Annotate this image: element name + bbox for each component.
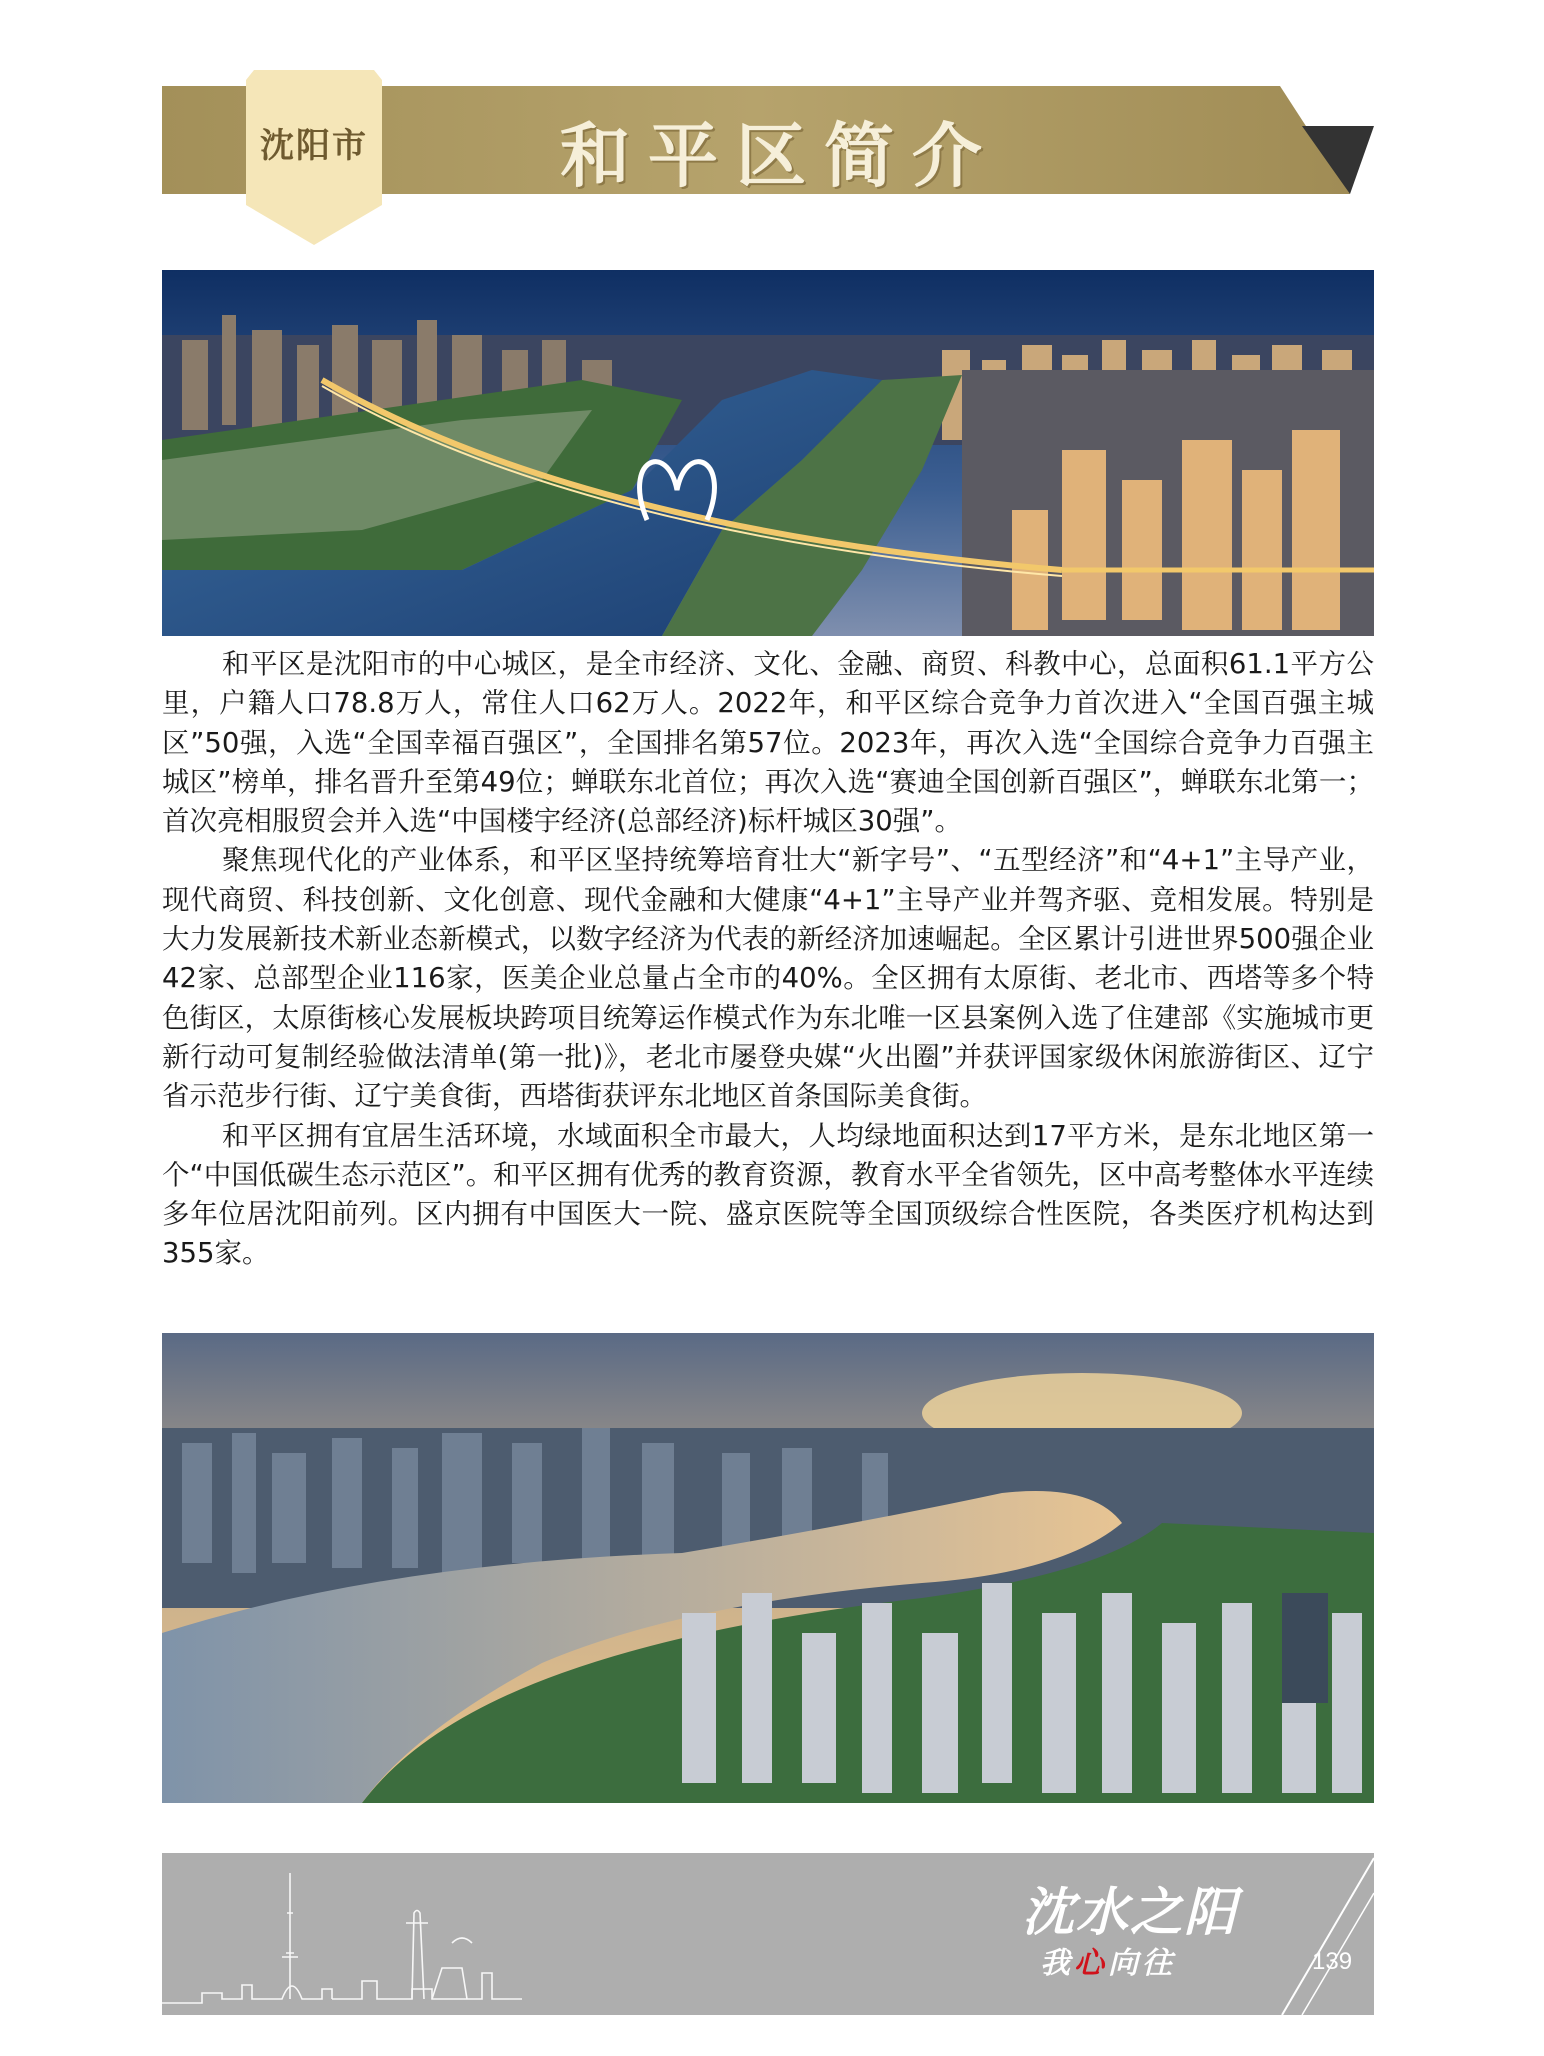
paragraph-livability: 和平区拥有宜居生活环境，水域面积全市最大，人均绿地面积达到17平方米，是东北地区第一个“中国低碳生态示范区”。和平区拥有优秀的教育资源，教育水平全省领先，区中高考整体水平连续多年位居沈阳前列。区内拥有中国医大一院、盛京医院等全国顶级综合性医院，各类医疗机构达到355家。 (162, 1119, 1374, 1270)
paragraph-industry: 聚焦现代化的产业体系，和平区坚持统筹培育壮大“新字号”、“五型经济”和“4+1”主导产业，现代商贸、科技创新、文化创意、现代金融和大健康“4+1”主导产业并驾齐驱、竞相发展。特别是大力发展新技术新业态新模式，以数字经济为代表的新经济加速崛起。全区累计引进世界500强企业42家、总部型企业116家，医美企业总量占全市的40%。全区拥有太原街、老北市、西塔等多个特色街区，太原街核心发展板块跨项目统筹运作模式作为东北唯一区县案例入选了住建部《实施城市更新行动可复制经验做法清单(第一批)》，老北市屡登央媒“火出圈”并获评国家级休闲旅游街区、辽宁省示范步行街、辽宁美食街，西塔街获评东北地区首条国际美食街。 (162, 844, 1374, 1113)
city-tag-label: 沈阳市 (260, 126, 368, 166)
article-body (162, 645, 1374, 1274)
night-river-bridge-photo (162, 270, 1374, 636)
page-number: 139 (1312, 1948, 1353, 1975)
sunset-aerial-city-photo (162, 1333, 1374, 1803)
page-title: 和平区简介 (560, 114, 1000, 197)
footer-slogan-main: 沈水之阳 (1022, 1882, 1239, 1943)
footer-slogan-sub (1040, 1938, 1176, 1982)
slogan-word-i: 我 (1040, 1946, 1074, 1981)
heart-icon: 心 (1074, 1946, 1108, 1981)
slogan-word-yearn: 向往 (1108, 1946, 1176, 1981)
paragraph-overview: 和平区是沈阳市的中心城区，是全市经济、文化、金融、商贸、科教中心，总面积61.1平方公里，户籍人口78.8万人，常住人口62万人。2022年，和平区综合竞争力首次进入“全国百强主城区”50强，入选“全国幸福百强区”，全国排名第57位。2023年，再次入选“全国综合竞争力百强主城区”榜单，排名晋升至第49位；蝉联东北首位；再次入选“赛迪全国创新百强区”，蝉联东北第一；首次亮相服贸会并入选“中国楼宇经济(总部经济)标杆城区30强”。 (162, 648, 1374, 838)
